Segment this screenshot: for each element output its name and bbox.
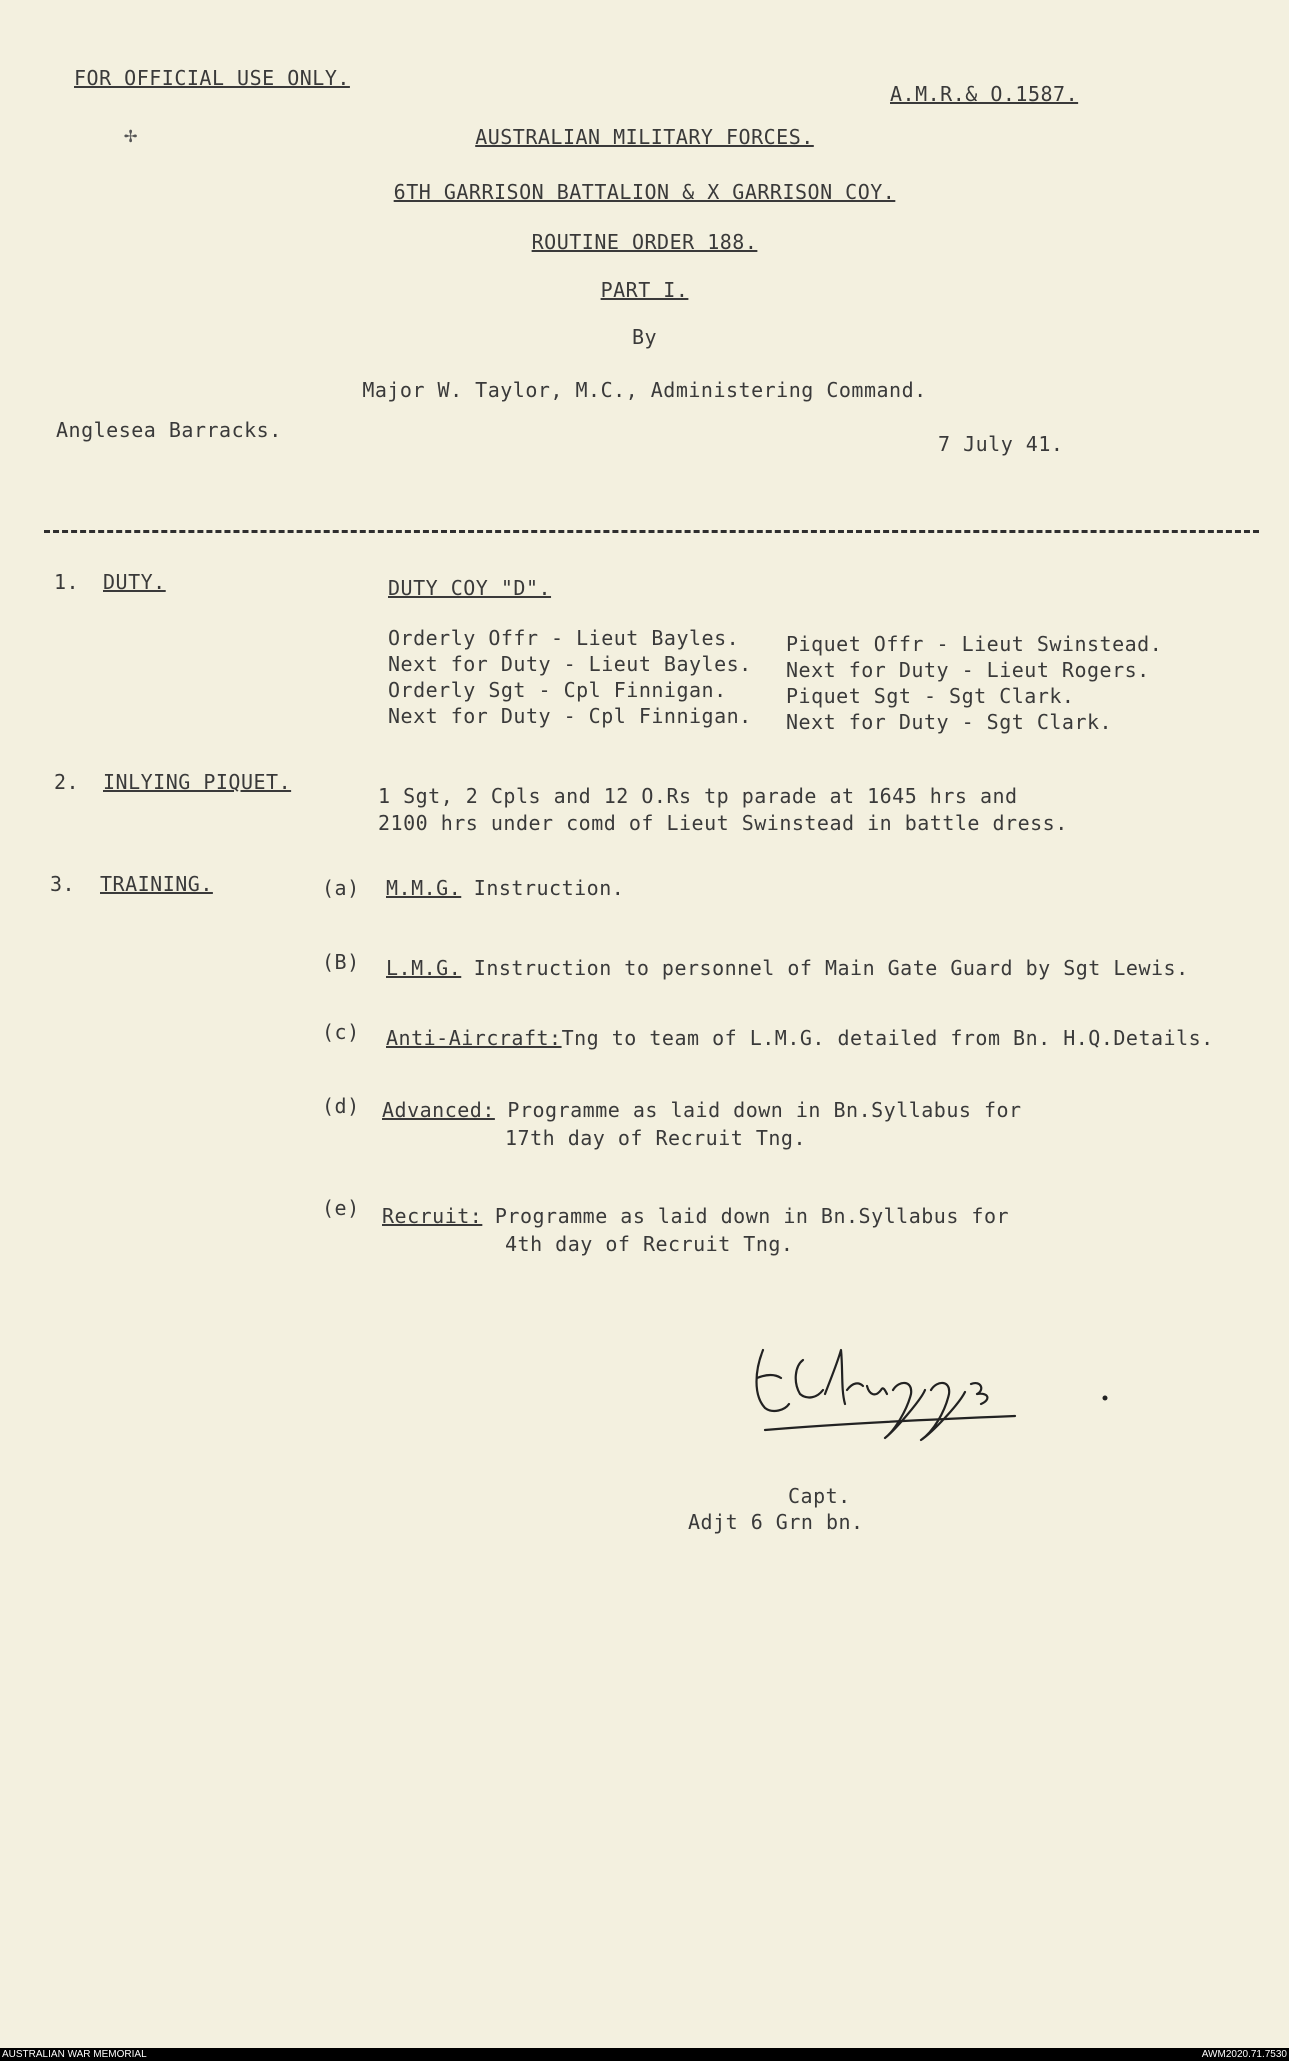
training-item-text: Programme as laid down in Bn.Syllabus for — [482, 1204, 1010, 1228]
duty-right-line: Piquet Sgt - Sgt Clark. — [786, 684, 1075, 708]
unit-heading: 6TH GARRISON BATTALION & X GARRISON COY. — [393, 180, 896, 204]
training-item-text: Instruction. — [461, 876, 625, 900]
footer-reference: AWM2020.71.7530 — [1201, 2049, 1287, 2060]
training-item — [386, 1026, 1214, 1050]
duty-right-line: Piquet Offr - Lieut Swinstead. — [786, 632, 1163, 656]
section-title-training: TRAINING. — [100, 872, 213, 896]
divider-line — [44, 530, 1259, 533]
duty-right-line: Next for Duty - Lieut Rogers. — [786, 658, 1150, 682]
archive-footer — [0, 2048, 1289, 2061]
punch-mark-icon: ✢ — [124, 123, 138, 148]
training-item-letter: (e) — [322, 1196, 360, 1220]
order-heading: ROUTINE ORDER 188. — [531, 230, 758, 254]
signatory-rank: Capt. — [788, 1484, 851, 1508]
training-item-line2: 4th day of Recruit Tng. — [505, 1232, 794, 1256]
inlying-line: 2100 hrs under comd of Lieut Swinstead in battle dress. — [378, 811, 1068, 835]
location-label: Anglesea Barracks. — [56, 418, 282, 442]
training-item-text: Programme as laid down in Bn.Syllabus for — [494, 1098, 1022, 1122]
duty-company — [388, 576, 551, 600]
reference-number: A.M.R.& O.1587. — [890, 82, 1079, 106]
officer-line: Major W. Taylor, M.C., Administering Command. — [362, 378, 927, 402]
duty-right-line: Next for Duty - Sgt Clark. — [786, 710, 1113, 734]
training-item-text: Tng to team of L.M.G. detailed from Bn. H.Q.Details. — [561, 1026, 1214, 1050]
signatory-appointment: Adjt 6 Grn bn. — [688, 1510, 864, 1534]
footer-institution: AUSTRALIAN WAR MEMORIAL — [2, 2049, 147, 2060]
section-title-duty: DUTY. — [103, 570, 166, 594]
training-item — [386, 956, 1189, 980]
duty-left-line: Next for Duty - Lieut Bayles. — [388, 652, 752, 676]
section-title-inlying: INLYING PIQUET. — [103, 770, 292, 794]
date-label: 7 July 41. — [938, 432, 1064, 456]
section-number: 2. — [54, 770, 80, 794]
training-item-letter: (d) — [322, 1094, 360, 1118]
classification-label: FOR OFFICIAL USE ONLY. — [74, 66, 350, 90]
training-item-letter: (B) — [322, 950, 360, 974]
duty-left-line: Orderly Offr - Lieut Bayles. — [388, 626, 740, 650]
training-item-label: Advanced: — [382, 1098, 495, 1122]
duty-left-line: Next for Duty - Cpl Finnigan. — [388, 704, 752, 728]
handwritten-signature — [745, 1320, 1125, 1450]
training-item-label: Recruit: — [382, 1204, 483, 1228]
duty-left-line: Orderly Sgt - Cpl Finnigan. — [388, 678, 727, 702]
section-number: 1. — [54, 570, 80, 594]
training-item — [386, 876, 624, 900]
section-number: 3. — [50, 872, 76, 896]
inlying-line: 1 Sgt, 2 Cpls and 12 O.Rs tp parade at 1645 hrs and — [378, 784, 1018, 808]
training-item-text: Instruction to personnel of Main Gate Guard by Sgt Lewis. — [461, 956, 1189, 980]
org-heading: AUSTRALIAN MILITARY FORCES. — [475, 125, 814, 149]
training-item-label: M.M.G. — [386, 876, 462, 900]
training-item-letter: (a) — [322, 876, 360, 900]
by-label: By — [631, 325, 658, 349]
training-item-line2: 17th day of Recruit Tng. — [505, 1126, 806, 1150]
training-item-label: Anti-Aircraft: — [386, 1026, 562, 1050]
training-item-label: L.M.G. — [386, 956, 462, 980]
part-heading: PART I. — [600, 278, 689, 302]
training-item-letter: (c) — [322, 1020, 360, 1044]
duty-company-label: DUTY COY "D". — [388, 576, 552, 600]
training-item — [382, 1098, 1022, 1122]
training-item — [382, 1204, 1009, 1228]
